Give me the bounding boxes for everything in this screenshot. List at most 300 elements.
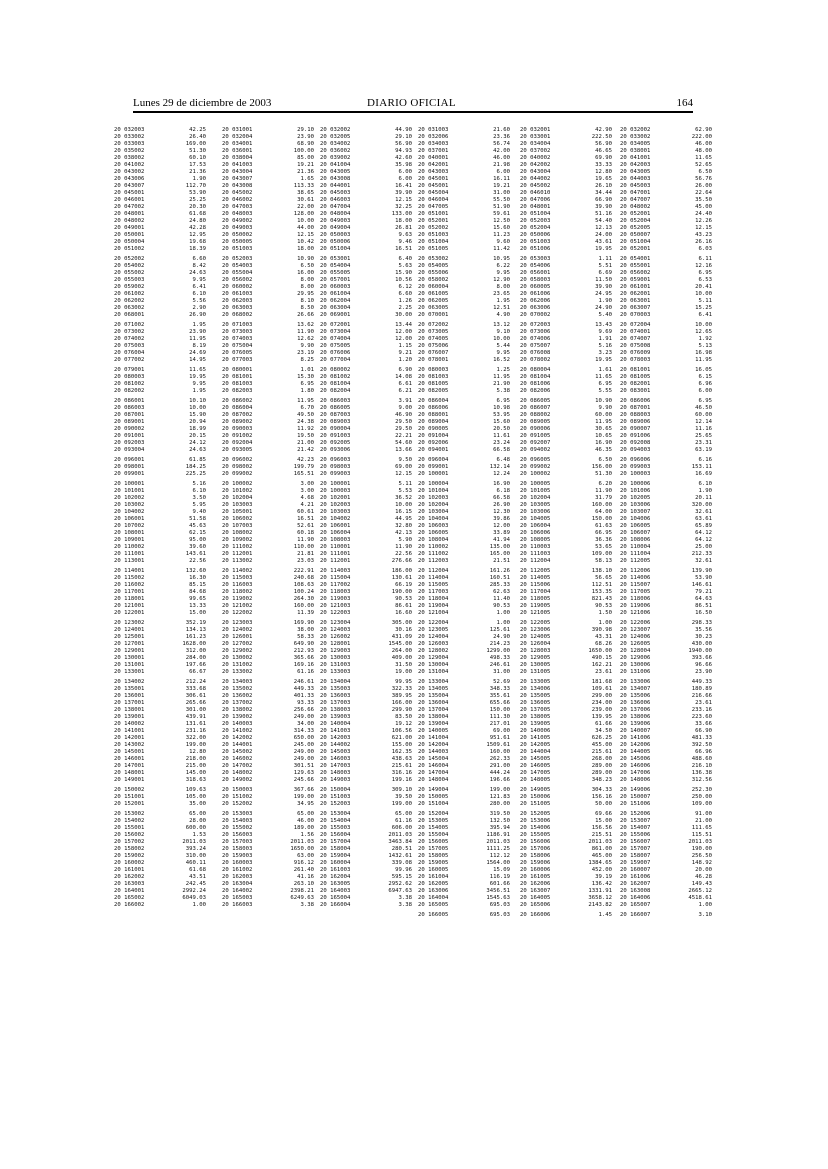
price-value: 951.61 (489, 735, 510, 741)
price-value: 85.00 (297, 155, 314, 161)
product-code: 20 154006 (520, 825, 551, 831)
price-value: 109.00 (591, 551, 612, 557)
product-code: 20 159003 (222, 853, 253, 859)
table-row (418, 419, 514, 426)
product-code: 20 081001 (222, 374, 253, 380)
table-row (222, 902, 318, 909)
product-code: 20 045003 (620, 183, 651, 189)
product-code: 20 070001 (418, 312, 449, 318)
price-value: 60.61 (297, 509, 314, 515)
price-value: 24.90 (595, 305, 612, 311)
product-code: 20 074001 (620, 329, 651, 335)
table-row (620, 763, 716, 770)
price-value: 15.09 (493, 867, 510, 873)
table-row (620, 218, 716, 225)
table-row (620, 204, 716, 211)
price-value: 132.60 (185, 568, 206, 574)
price-value: 8.00 (496, 284, 510, 290)
product-code: 20 034001 (222, 141, 253, 147)
price-value: 29.50 (395, 419, 412, 425)
price-value: 444.24 (489, 770, 510, 776)
product-code: 20 156006 (520, 839, 551, 845)
table-row (620, 881, 716, 888)
price-value: 184.25 (185, 464, 206, 470)
table-row (320, 742, 416, 749)
product-code: 20 052003 (222, 256, 253, 262)
price-value: 389.95 (391, 693, 412, 699)
table-row (520, 860, 616, 867)
table-row (620, 398, 716, 405)
price-value: 35.00 (189, 801, 206, 807)
table-row (114, 343, 210, 350)
table-row (320, 343, 416, 350)
product-code: 20 106005 (620, 523, 651, 529)
table-row (114, 357, 210, 364)
table-row (320, 648, 416, 655)
price-value: 64.12 (695, 537, 712, 543)
table-row (320, 471, 416, 478)
price-value: 12.80 (595, 169, 612, 175)
price-value: 455.00 (591, 742, 612, 748)
product-code: 20 151003 (320, 794, 351, 800)
product-code: 20 061004 (320, 291, 351, 297)
price-value: 26.90 (493, 502, 510, 508)
product-code: 20 086005 (320, 405, 351, 411)
product-code: 20 121005 (520, 610, 551, 616)
table-row (222, 388, 318, 395)
product-code: 20 122005 (520, 620, 551, 626)
table-row (114, 523, 210, 530)
price-value: 83.50 (395, 714, 412, 720)
price-value: 1940.00 (688, 648, 712, 654)
product-code: 20 123007 (620, 627, 651, 633)
table-row (114, 610, 210, 617)
product-code: 20 086004 (222, 405, 253, 411)
table-row (320, 728, 416, 735)
price-value: 9.90 (300, 343, 314, 349)
price-value: 153.35 (591, 589, 612, 595)
table-row (620, 874, 716, 881)
header-publication: DIARIO OFICIAL (367, 97, 456, 109)
table-row (418, 336, 514, 343)
table-row (320, 232, 416, 239)
table-row (222, 551, 318, 558)
table-row (418, 801, 514, 808)
product-code: 20 052005 (620, 225, 651, 231)
product-code: 20 141004 (418, 735, 449, 741)
price-value: 21.00 (695, 818, 712, 824)
table-row (114, 277, 210, 284)
product-code: 20 033001 (520, 134, 551, 140)
product-code: 20 032005 (320, 134, 351, 140)
price-value: 299.90 (391, 707, 412, 713)
price-value: 1650.00 (588, 648, 612, 654)
price-value: 222.00 (691, 134, 712, 140)
product-code: 20 106004 (320, 530, 351, 536)
table-row (320, 127, 416, 134)
product-code: 20 073006 (520, 329, 551, 335)
table-row (620, 495, 716, 502)
product-code: 20 157004 (320, 839, 351, 845)
product-code: 20 130006 (620, 662, 651, 668)
price-value: 12.15 (395, 197, 412, 203)
product-code: 20 061005 (418, 291, 449, 297)
table-row (320, 162, 416, 169)
price-value: 65.00 (297, 811, 314, 817)
product-code: 20 102001 (320, 495, 351, 501)
product-code: 20 061001 (620, 284, 651, 290)
product-code: 20 038001 (620, 148, 651, 154)
product-code: 20 070002 (520, 312, 551, 318)
product-code: 20 043005 (320, 169, 351, 175)
table-row (222, 374, 318, 381)
table-row (520, 419, 616, 426)
table-row (418, 888, 514, 895)
price-value: 52.65 (695, 162, 712, 168)
table-row (520, 686, 616, 693)
price-value: 13.44 (395, 322, 412, 328)
price-value: 9.95 (192, 381, 206, 387)
product-code: 20 166004 (320, 902, 351, 908)
table-row (114, 537, 210, 544)
price-value: 2011.03 (290, 839, 314, 845)
product-code: 20 081001 (620, 367, 651, 373)
price-value: 1545.63 (486, 895, 510, 901)
price-value: 6.00 (496, 169, 510, 175)
product-code: 20 147005 (520, 770, 551, 776)
price-value: 32.25 (395, 204, 412, 210)
table-row (418, 488, 514, 495)
product-code: 20 112004 (520, 558, 551, 564)
price-value: 6.60 (398, 291, 412, 297)
product-code: 20 151002 (222, 794, 253, 800)
product-code: 20 151006 (620, 801, 651, 807)
table-row (620, 700, 716, 707)
table-row (320, 641, 416, 648)
product-code: 20 052004 (520, 225, 551, 231)
price-value: 6947.63 (388, 888, 412, 894)
price-value: 113.33 (293, 183, 314, 189)
price-value: 318.63 (185, 777, 206, 783)
price-value: 129.63 (293, 770, 314, 776)
table-row (520, 818, 616, 825)
price-value: 30.23 (695, 634, 712, 640)
table-row (620, 127, 716, 134)
product-code: 20 141002 (222, 728, 253, 734)
table-row (620, 811, 716, 818)
product-code: 20 072003 (520, 322, 551, 328)
product-code: 20 146005 (520, 763, 551, 769)
price-value: 90.53 (395, 596, 412, 602)
price-value: 56.90 (395, 141, 412, 147)
table-row (320, 197, 416, 204)
product-code: 20 060004 (418, 284, 449, 290)
table-row (620, 648, 716, 655)
product-code: 20 165003 (222, 895, 253, 901)
product-code: 20 052002 (114, 256, 145, 262)
table-row (222, 464, 318, 471)
price-value: 1331.91 (588, 888, 612, 894)
price-value: 38.65 (297, 190, 314, 196)
product-code: 20 045001 (418, 183, 449, 189)
price-value: 222.91 (293, 568, 314, 574)
table-row (114, 770, 210, 777)
table-row (620, 176, 716, 183)
price-value: 29.10 (297, 127, 314, 133)
price-value: 26.90 (189, 312, 206, 318)
product-code: 20 111002 (222, 544, 253, 550)
price-value: 12.15 (695, 225, 712, 231)
price-value: 409.00 (391, 655, 412, 661)
price-value: 14.08 (395, 374, 412, 380)
product-code: 20 157006 (520, 846, 551, 852)
table-row (222, 749, 318, 756)
table-row (114, 495, 210, 502)
price-value: 34.00 (297, 721, 314, 727)
price-value: 156.56 (591, 825, 612, 831)
price-value: 276.66 (391, 558, 412, 564)
price-value: 181.68 (591, 679, 612, 685)
product-code: 20 075007 (520, 343, 551, 349)
table-row (222, 558, 318, 565)
price-value: 20.94 (189, 419, 206, 425)
table-row (222, 839, 318, 846)
product-code: 20 086005 (520, 398, 551, 404)
product-code: 20 101001 (114, 488, 145, 494)
product-code: 20 111001 (114, 551, 145, 557)
price-value: 161.23 (185, 634, 206, 640)
price-value: 11.61 (493, 433, 510, 439)
table-row (222, 634, 318, 641)
product-code: 20 106006 (520, 530, 551, 536)
table-row (418, 256, 514, 263)
table-row (114, 134, 210, 141)
product-code: 20 087003 (320, 412, 351, 418)
product-code: 20 152002 (222, 801, 253, 807)
product-code: 20 165005 (418, 902, 449, 908)
price-value: 199.79 (293, 464, 314, 470)
product-code: 20 140003 (222, 721, 253, 727)
table-row (418, 412, 514, 419)
price-value: 109.63 (185, 787, 206, 793)
price-value: 66.95 (595, 530, 612, 536)
table-row (320, 305, 416, 312)
table-row (418, 763, 514, 770)
price-value: 6.41 (192, 284, 206, 290)
product-code: 20 032001 (520, 127, 551, 133)
price-value: 298.33 (691, 620, 712, 626)
price-value: 284.00 (185, 655, 206, 661)
price-value: 280.00 (489, 801, 510, 807)
product-code: 20 100006 (620, 481, 651, 487)
table-row (320, 176, 416, 183)
price-value: 11.40 (493, 596, 510, 602)
product-code: 20 111002 (418, 551, 449, 557)
price-value: 2.90 (192, 305, 206, 311)
table-row (418, 190, 514, 197)
table-row (620, 902, 716, 909)
product-code: 20 166006 (520, 912, 551, 918)
product-code: 20 155001 (114, 825, 145, 831)
table-row (620, 298, 716, 305)
table-row (114, 551, 210, 558)
product-code: 20 047004 (320, 204, 351, 210)
table-row (520, 183, 616, 190)
price-value: 5.40 (598, 312, 612, 318)
table-row (222, 537, 318, 544)
product-code: 20 152006 (620, 811, 651, 817)
table-row (520, 707, 616, 714)
product-code: 20 075004 (222, 343, 253, 349)
product-code: 20 054003 (222, 263, 253, 269)
product-code: 20 106005 (418, 530, 449, 536)
product-code: 20 105001 (222, 509, 253, 515)
product-code: 20 158006 (520, 853, 551, 859)
product-code: 20 062002 (114, 298, 145, 304)
product-code: 20 112003 (418, 558, 449, 564)
product-code: 20 074005 (418, 336, 449, 342)
price-value: 309.10 (391, 787, 412, 793)
product-code: 20 046001 (114, 197, 145, 203)
table-row (320, 381, 416, 388)
price-value: 1299.00 (486, 648, 510, 654)
price-value: 16.15 (395, 509, 412, 515)
price-value: 53.90 (695, 575, 712, 581)
table-row (620, 686, 716, 693)
price-value: 86.61 (395, 603, 412, 609)
price-value: 19.95 (189, 374, 206, 380)
product-code: 20 140006 (520, 728, 551, 734)
price-value: 15.60 (493, 419, 510, 425)
table-row (114, 197, 210, 204)
price-value: 11.90 (595, 488, 612, 494)
price-value: 30.61 (297, 197, 314, 203)
product-code: 20 091006 (620, 433, 651, 439)
product-code: 20 134004 (320, 679, 351, 685)
product-code: 20 077004 (320, 357, 351, 363)
table-row (114, 291, 210, 298)
table-row (114, 433, 210, 440)
product-code: 20 131002 (222, 662, 253, 668)
price-value: 64.00 (595, 509, 612, 515)
price-value: 1.90 (598, 298, 612, 304)
price-value: 41.16 (297, 874, 314, 880)
price-value: 215.51 (591, 832, 612, 838)
product-code: 20 076007 (418, 350, 449, 356)
price-value: 322.00 (185, 735, 206, 741)
product-code: 20 146002 (222, 756, 253, 762)
table-row (520, 464, 616, 471)
product-code: 20 134007 (620, 686, 651, 692)
table-row (114, 648, 210, 655)
table-row (418, 589, 514, 596)
product-code: 20 062004 (320, 298, 351, 304)
table-row (418, 742, 514, 749)
product-code: 20 137003 (320, 700, 351, 706)
product-code: 20 138003 (320, 707, 351, 713)
price-value: 24.80 (189, 218, 206, 224)
price-value: 312.56 (691, 777, 712, 783)
table-column (418, 127, 514, 1027)
price-value: 12.65 (695, 329, 712, 335)
table-row (620, 669, 716, 676)
product-code: 20 106001 (320, 523, 351, 529)
table-row (418, 582, 514, 589)
product-code: 20 141006 (620, 735, 651, 741)
product-code: 20 149006 (620, 787, 651, 793)
product-code: 20 075008 (620, 343, 651, 349)
table-row (620, 603, 716, 610)
price-value: 621.00 (391, 735, 412, 741)
table-row (520, 509, 616, 516)
table-row (222, 481, 318, 488)
table-row (114, 481, 210, 488)
product-code: 20 044001 (320, 183, 351, 189)
price-value: 24.90 (493, 634, 510, 640)
product-code: 20 057001 (320, 277, 351, 283)
price-value: 490.15 (591, 655, 612, 661)
product-code: 20 056002 (620, 270, 651, 276)
product-code: 20 159006 (520, 860, 551, 866)
table-row (114, 582, 210, 589)
table-row (320, 329, 416, 336)
price-value: 20.15 (189, 433, 206, 439)
table-row (620, 582, 716, 589)
product-code: 20 037001 (418, 148, 449, 154)
price-value: 214.23 (489, 641, 510, 647)
price-value: 233.16 (691, 707, 712, 713)
table-row (320, 357, 416, 364)
product-code: 20 047001 (620, 190, 651, 196)
price-value: 22.21 (395, 433, 412, 439)
table-row (222, 700, 318, 707)
price-value: 46.28 (695, 874, 712, 880)
product-code: 20 086001 (114, 398, 145, 404)
product-code: 20 090002 (114, 426, 145, 432)
table-row (114, 141, 210, 148)
price-value: 110.00 (293, 544, 314, 550)
price-value: 246.61 (293, 679, 314, 685)
price-value: 125.61 (489, 627, 510, 633)
price-value: 93.33 (297, 700, 314, 706)
price-value: 15.90 (189, 412, 206, 418)
price-value: 132.14 (489, 464, 510, 470)
product-code: 20 115006 (520, 582, 551, 588)
table-row (418, 162, 514, 169)
product-code: 20 153005 (418, 818, 449, 824)
price-value: 5.16 (192, 481, 206, 487)
product-code: 20 094003 (620, 447, 651, 453)
product-code: 20 081005 (620, 374, 651, 380)
price-value: 655.66 (489, 700, 510, 706)
price-value: 69.90 (595, 155, 612, 161)
price-value: 24.00 (595, 232, 612, 238)
product-code: 20 077002 (114, 357, 145, 363)
product-code: 20 088003 (620, 412, 651, 418)
price-value: 69.00 (493, 728, 510, 734)
table-row (114, 204, 210, 211)
price-value: 5.95 (192, 502, 206, 508)
price-value: 19.65 (595, 176, 612, 182)
table-row (320, 509, 416, 516)
product-code: 20 164003 (320, 888, 351, 894)
product-code: 20 165004 (320, 895, 351, 901)
product-code: 20 156002 (114, 832, 145, 838)
price-value: 1.20 (398, 357, 412, 363)
product-code: 20 043003 (418, 169, 449, 175)
page-header (133, 97, 693, 111)
price-value: 63.19 (695, 447, 712, 453)
